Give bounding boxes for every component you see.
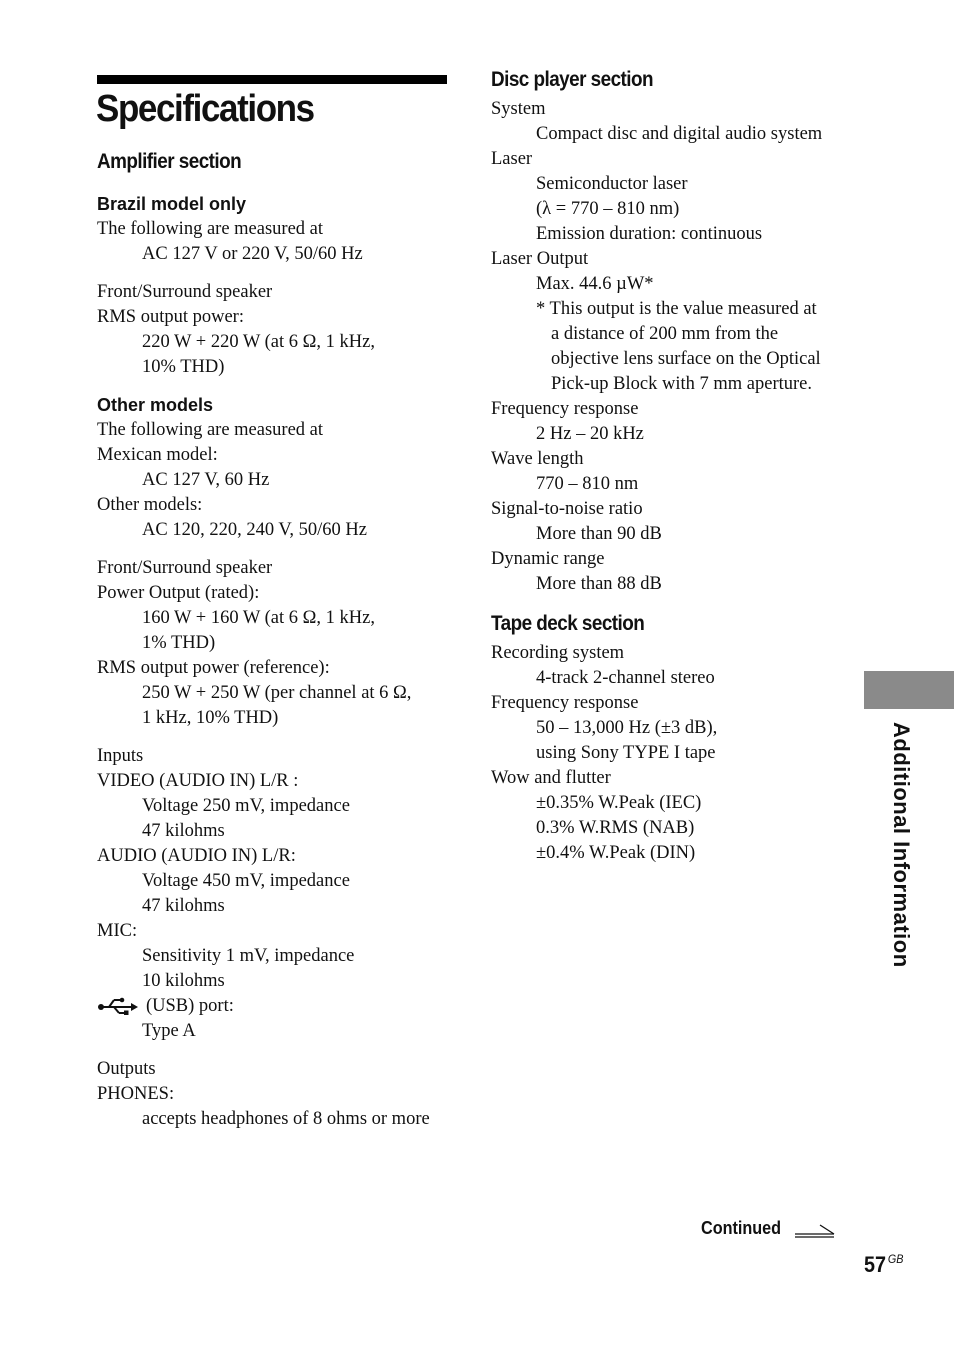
amplifier-heading: Amplifier section [97,150,242,173]
spec-line: Frequency response [491,693,639,713]
spec-line: Type A [142,1021,196,1041]
spec-line: 770 – 810 nm [536,474,639,494]
usb-icon [97,997,139,1017]
section-tab-label: Additional Information [889,722,914,968]
spec-footnote: Pick-up Block with 7 mm aperture. [551,374,813,394]
spec-line: Voltage 250 mV, impedance [142,796,350,816]
spec-line: Laser Output [491,249,589,269]
continued-arrow-icon [794,1222,836,1238]
spec-line: More than 90 dB [536,524,662,544]
spec-line: AC 120, 220, 240 V, 50/60 Hz [142,520,367,540]
other-models-heading: Other models [97,395,214,415]
spec-footnote: a distance of 200 mm from the [551,324,779,344]
spec-line: The following are measured at [97,219,324,239]
spec-line: PHONES: [97,1084,175,1104]
continued-label: Continued [701,1218,782,1238]
spec-line: VIDEO (AUDIO IN) L/R : [97,771,299,791]
spec-line: Power Output (rated): [97,583,260,603]
spec-line: 10% THD) [142,357,225,377]
spec-line: 10 kilohms [142,971,225,991]
spec-line: 1% THD) [142,633,216,653]
spec-footnote: objective lens surface on the Optical [551,349,821,369]
spec-line: 160 W + 160 W (at 6 Ω, 1 kHz, [142,608,375,628]
spec-line: Wave length [491,449,584,469]
spec-line: 250 W + 250 W (per channel at 6 Ω, [142,683,412,703]
spec-line: 2 Hz – 20 kHz [536,424,644,444]
spec-line: 50 – 13,000 Hz (±3 dB), [536,718,718,738]
spec-footnote: * This output is the value measured at [536,299,817,319]
spec-line: Emission duration: continuous [536,224,763,244]
spec-line: Signal-to-noise ratio [491,499,643,519]
spec-line: RMS output power: [97,307,244,327]
spec-line: using Sony TYPE I tape [536,743,716,763]
spec-line: accepts headphones of 8 ohms or more [142,1109,430,1129]
spec-line: 47 kilohms [142,896,225,916]
page-number [864,1252,903,1278]
spec-line: Compact disc and digital audio system [536,124,823,144]
spec-line: Semiconductor laser [536,174,688,194]
spec-line: RMS output power (reference): [97,658,330,678]
spec-line: AC 127 V, 60 Hz [142,470,270,490]
spec-line: (USB) port: [146,996,234,1016]
spec-line: AC 127 V or 220 V, 50/60 Hz [142,244,363,264]
page-title: Specifications [96,88,314,130]
spec-line: Front/Surround speaker [97,558,273,578]
spec-line: AUDIO (AUDIO IN) L/R: [97,846,296,866]
spec-line: Outputs [97,1059,156,1079]
spec-line: Sensitivity 1 mV, impedance [142,946,355,966]
spec-line: System [491,99,546,119]
spec-line: MIC: [97,921,138,941]
section-tab [864,671,954,709]
spec-line: The following are measured at [97,420,324,440]
spec-line: Laser [491,149,533,169]
spec-line: Recording system [491,643,625,663]
spec-line: Max. 44.6 µW* [536,274,654,294]
disc-heading: Disc player section [491,68,654,91]
title-rule [97,75,447,84]
spec-line: Voltage 450 mV, impedance [142,871,350,891]
tape-heading: Tape deck section [491,612,645,635]
brazil-heading: Brazil model only [97,194,247,214]
page-number-value: 57 [864,1252,887,1277]
spec-line: Dynamic range [491,549,605,569]
spec-line: ±0.4% W.Peak (DIN) [536,843,696,863]
spec-line: (λ = 770 – 810 nm) [536,199,680,219]
spec-line: Other models: [97,495,203,515]
spec-line: Inputs [97,746,144,766]
spec-line: More than 88 dB [536,574,662,594]
page-number-suffix: GB [887,1252,904,1266]
spec-line: 0.3% W.RMS (NAB) [536,818,695,838]
spec-line: Front/Surround speaker [97,282,273,302]
spec-line: Wow and flutter [491,768,611,788]
spec-line: ±0.35% W.Peak (IEC) [536,793,702,813]
spec-line: 220 W + 220 W (at 6 Ω, 1 kHz, [142,332,375,352]
spec-line: 4-track 2-channel stereo [536,668,715,688]
spec-line: Frequency response [491,399,639,419]
spec-line: Mexican model: [97,445,218,465]
spec-line: 1 kHz, 10% THD) [142,708,279,728]
spec-line: 47 kilohms [142,821,225,841]
